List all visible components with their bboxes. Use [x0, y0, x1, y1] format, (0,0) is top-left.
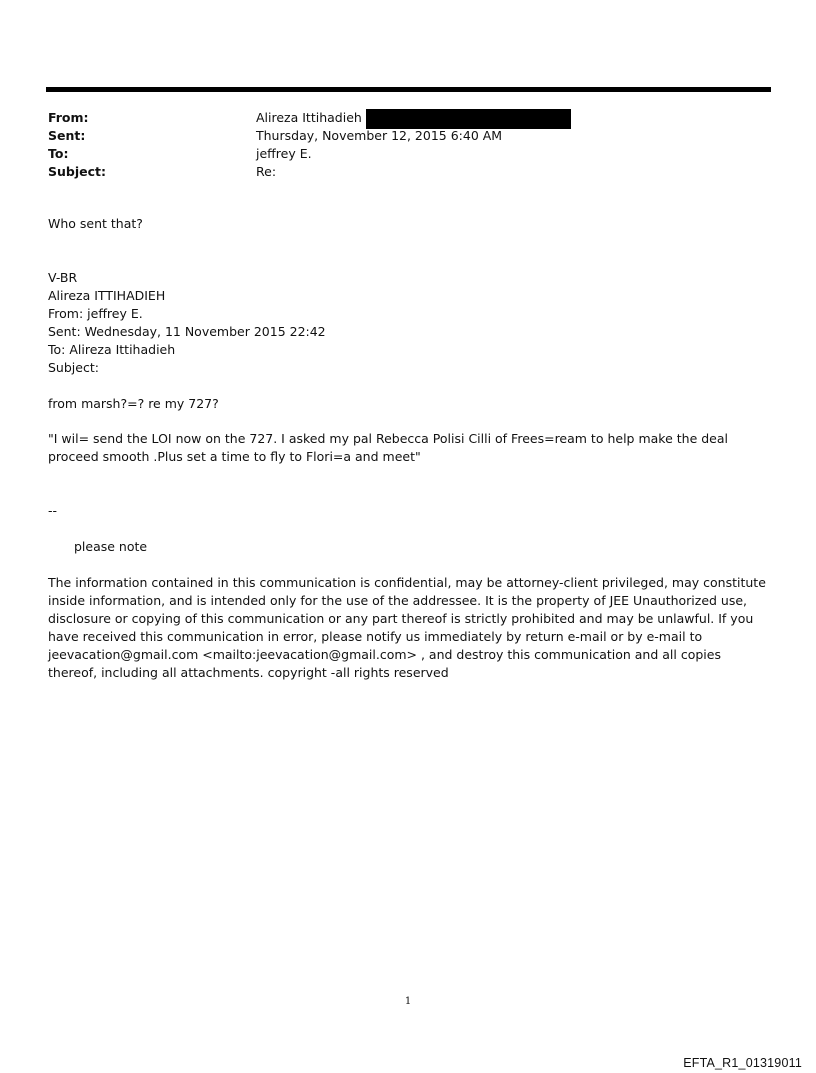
subject-label: Subject: [48, 164, 106, 179]
signature-separator: -- [48, 503, 58, 518]
quoted-paragraph-block [48, 430, 768, 466]
from-row [48, 109, 768, 127]
note-block [48, 538, 768, 556]
to-row [48, 145, 768, 163]
quoted-from: From: jeffrey E. [48, 306, 143, 321]
signature-line-2: Alireza ITTIHADIEH [48, 288, 166, 303]
disclaimer-block [48, 574, 768, 682]
quoted-to: To: Alireza Ittihadieh [48, 342, 176, 357]
reply-block [48, 215, 768, 233]
from-name: Alireza Ittihadieh [256, 110, 362, 125]
quoted-header-block [48, 269, 768, 377]
quoted-paragraph: "I wil= send the LOI now on the 727. I asked my pal Rebecca Polisi Cilli of Frees=ream to help make the deal proceed smooth .Plus set a time to fly to Flori=a and meet" [48, 431, 728, 464]
reply-text: Who sent that? [48, 216, 143, 231]
email-header [48, 109, 768, 181]
from-label: From: [48, 110, 89, 125]
redaction-block [366, 109, 571, 129]
quoted-subject: Subject: [48, 360, 99, 375]
please-note: please note [74, 539, 148, 554]
quoted-line-1: from marsh?=? re my 727? [48, 396, 219, 411]
from-value [256, 109, 571, 129]
bates-number: EFTA_R1_01319011 [683, 1056, 802, 1070]
page-number: 1 [404, 996, 412, 1007]
separator-block [48, 502, 768, 520]
quoted-line-block [48, 395, 768, 413]
sent-row [48, 127, 768, 145]
sent-label: Sent: [48, 128, 86, 143]
to-label: To: [48, 146, 69, 161]
disclaimer-text: The information contained in this communication is confidential, may be attorney-client privileged, may constitute inside information, and is intended only for the use of the addressee. It is the property of JEE Unauthorized use, disclosure or copying of this communication or any part thereof is strictly prohibited and may be unlawful. If you have received this communication in error, please notify us immediately by return e-mail or by e-mail to jeevacation@gmail.com <mailto:jeevacation@gmail.com> , and destroy this communication and all copies thereof, including all attachments. copyright -all rights reserved [48, 575, 766, 680]
signature-line-1: V-BR [48, 270, 78, 285]
sent-value: Thursday, November 12, 2015 6:40 AM [256, 128, 503, 143]
subject-value: Re: [256, 164, 277, 179]
header-rule [46, 87, 771, 92]
quoted-sent: Sent: Wednesday, 11 November 2015 22:42 [48, 324, 326, 339]
to-value: jeffrey E. [256, 146, 312, 161]
subject-row [48, 163, 768, 181]
